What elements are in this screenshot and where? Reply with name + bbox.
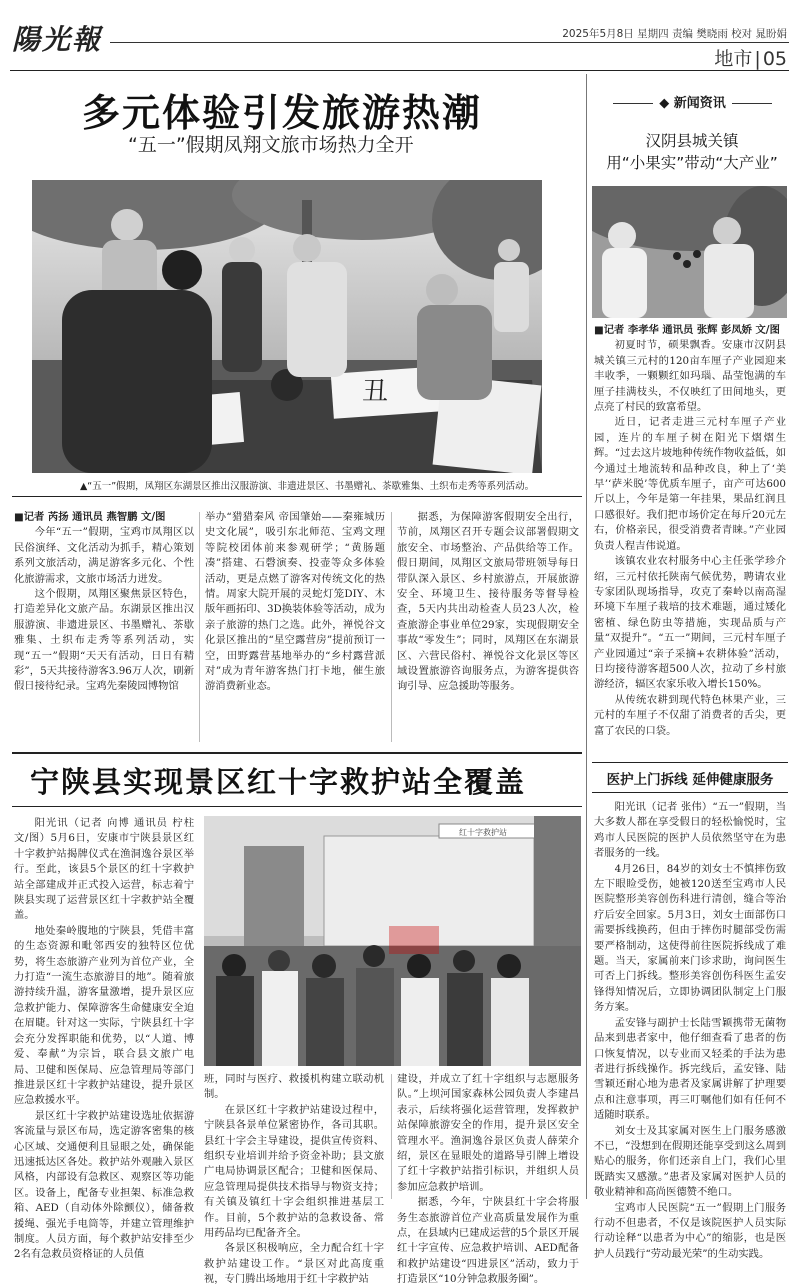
sidebar-med-para: 4月26日，84岁的刘女士不慎摔伤致左下眼睑受伤，她被120送至宝鸡市人民医院整形美容创伤科进行清创，缝合等治疗后安全回家。5月3日，刘女士面部伤口需要拆线换药，但由于摔伤时腿部受伤需要严格制动，这使得前往医院拆线成了难题。当天，家属前来门诊求助，询问医生可否上门拆线。整形美容创伤科医生孟安锋得知情况后，立即协调团队制定上门服务方案。 [594, 862, 786, 1014]
header-rule [110, 42, 789, 43]
sidebar-header-icon: ◆ [659, 96, 670, 111]
section-label: 地市 | 05 [714, 48, 787, 70]
second-col2-para: 在景区红十字救护站建设过程中，宁陕县各景单位紧密协作，各司其职。县红十字会主导建设，提供宣传资料、组织专业培训并给予资金补助；县文旅广电局协调景区配合；卫健和医保局、应急管理局提供技术指导与物资支持；有关镇及镇红十字会组织推进基层工作。目前，5个救护站的急救设备、常用药品均已配备齐全。 [204, 1103, 384, 1240]
second-headline: 宁陕县实现景区红十字救护站全覆盖 [30, 765, 527, 799]
sidebar-photo-illustration [592, 186, 787, 318]
section-divider [12, 752, 582, 754]
second-column-1 [14, 816, 194, 1263]
column-rule [391, 1074, 392, 1199]
sidebar-photo [592, 186, 787, 318]
lead-byline: ■记者 芮扬 通讯员 燕智鹏 文/图 [14, 511, 166, 523]
second-headline-rule [12, 806, 582, 807]
lead-column-3 [397, 510, 579, 695]
second-col1-para: 阳光讯（记者 向博 通讯员 柠柱 文/图）5月6日，安康市宁陕县景区红十字救护站揭牌仪式在渔洞逸谷景区举行。至此，该县5个景区的红十字救护站全部建成并正式投入运营，标志着宁陕县实现了运营景区红十字救护站全覆盖。 [14, 817, 194, 922]
sidebar-rule [586, 74, 587, 1199]
lead-column-1 [14, 510, 194, 695]
lead-photo-illustration [32, 180, 542, 473]
second-column-3 [397, 1072, 579, 1288]
second-col2-para: 班，同时与医疗、救援机构建立联动机制。 [204, 1073, 384, 1101]
masthead-logo: 陽光報 [12, 23, 103, 56]
sidebar-divider [592, 762, 788, 763]
second-column-2 [204, 1072, 384, 1288]
lead-headline: 多元体验引发旅游热潮 [82, 90, 483, 135]
sidebar-med-rule [592, 792, 788, 793]
sidebar-title-line1: 汉阴县城关镇 [645, 132, 739, 150]
station-sign: 红十字救护站 [459, 828, 507, 837]
lead-column-2 [205, 510, 385, 695]
second-photo [204, 816, 581, 1066]
sidebar-story [594, 323, 786, 739]
sidebar-med-para: 阳光讯（记者 张伟）“五一”假期，当大多数人都在享受假日的轻松愉悦时，宝鸡市人民医院的医护人员依然坚守在为患者服务的一线。 [594, 801, 786, 860]
lead-col2-para: 举办“猎猎秦风 帝国肇始——秦雍城历史文化展”，吸引东北师范、宝鸡文理等院校团体前来参观研学；“黄肠题凑”搭建、石磬演奏、投壶等众多体验活动，更是点燃了游客对传统文化的热情。周家大院开展的灵蛇灯笼DIY、木版年画拓印、3D换装体验等活动，成为亲子旅游的热门之选。此外，禅悦谷文化景区推出的“星空露营房”提前预订一空，田野露营基地举办的“乡村露营派对”成为青年游客热门打卡地，催生旅游消费新业态。 [205, 511, 385, 693]
sidebar-para: 近日，记者走进三元村车厘子产业园，连片的车厘子树在阳光下熠熠生辉。“过去这片坡地种传统作物收益低，如今通过土地流转和品种改良，种上了‘美早’‘萨米脱’等优质车厘子，亩产可达600斤以上，今年是第一年挂果，果品红润且口感很好。我们把市场价定在每斤20元左右，价格亲民，很受消费者青睐。”产业园负责人程吉伟说道。 [594, 416, 786, 552]
second-col2-para: 各景区积极响应，全力配合红十字救护站建设工作。“景区对此高度重视，专门腾出场地用于红十字救护站 [204, 1242, 384, 1286]
lead-col1-para: 今年“五一”假期，宝鸡市凤翔区以民俗演绎、文化活动为抓手，精心策划系列文旅活动，满足游客多元化、个性化旅游需求，文旅市场活力迸发。 [14, 526, 194, 585]
caption-rule [12, 496, 582, 497]
sidebar-med-para: 刘女士及其家属对医生上门服务感激不已，“没想到在假期还能享受到这么周到贴心的服务，你们还亲自上门，我们心里既踏实又感激。”患者及家属对医护人员的敬业精神和高尚医德赞不绝口。 [594, 1124, 786, 1199]
sidebar-header [600, 92, 785, 111]
column-rule [199, 512, 200, 742]
sidebar-para: 从传统农耕到现代特色林果产业，三元村的车厘子不仅甜了消费者的舌尖，更富了农民的口袋。 [594, 693, 786, 737]
sidebar-para: 初夏时节，硕果飘香。安康市汉阴县城关镇三元村的120亩车厘子产业园迎来丰收季，一颗颗红如玛瑙、晶莹饱满的车厘子挂满枝头，不仅映红了田间地头，更点亮了村民的致富希望。 [594, 339, 786, 414]
sidebar-title-line2: 用“小果实”带动“大产业” [606, 154, 778, 172]
sidebar-med-para: 宝鸡市人民医院“五一”假期上门服务行动不但患者，不仅是该院医护人员实际行动诠释“以患者为中心”的缩影，也是医护人员践行“劳动最光荣”的生动实践。 [594, 1201, 786, 1260]
second-col1-para: 地处秦岭腹地的宁陕县，凭借丰富的生态资源和毗邻西安的独特区位优势，将生态旅游产业列为首位产业，全力打造“一流生态旅游目的地”。随着旅游持续升温，游客量激增，提升景区应急救护能力、保障游客生命健康安全迫在眉睫。针对这一实际，宁陕县红十字会充分发挥职能和优势，以“人道、博爱、奉献”为宗旨，联合县文旅广电局、卫健和医保局、应急管理局等部门推进景区红十字救护站建设，提升景区应急救援水平。 [14, 924, 194, 1107]
second-col3-para: 据悉，今年，宁陕县红十字会将服务生态旅游首位产业高质量发展作为重点，在县域内已建成运营的5个景区开展红十字宣传、应急救护培训、AED配备和救护站建设“四进景区”活动，致力于打造景区“10分钟急救服务圈”。 [397, 1196, 579, 1286]
sidebar-med-story [594, 800, 786, 1262]
sidebar-title [592, 130, 792, 174]
svg-text:丑: 丑 [362, 377, 389, 407]
sidebar-med-para: 孟安锋与副护士长陆雪颖携带无菌物品来到患者家中，他仔细查看了患者的伤口恢复情况，以专业而又轻柔的手法为患者进行拆线操作。拆完线后，孟安锋、陆雪颖还耐心地为患者及家属讲解了护理要点和注意事项，再三叮嘱他们如有任何不适随时联系。 [594, 1016, 786, 1122]
section-name: 地市 [714, 48, 753, 70]
second-col3-para: 建设，并成立了红十字组织与志愿服务队。”上坝河国家森林公园负责人李建昌表示，后续将强化运营管理，发挥救护站保障旅游安全的作用，提升景区安全管理水平。渔洞逸谷景区负责人薛荣介绍，景区在显眼处的道路导引牌上增设了红十字救护站指引标识，并组织人员参加应急救护培训。 [397, 1073, 579, 1193]
column-rule [391, 512, 392, 742]
sidebar-byline: ■记者 李孝华 通讯员 张辉 彭凤娇 文/图 [594, 324, 780, 336]
sidebar-header-label: 新闻资讯 [673, 96, 726, 111]
sidebar-para: 该镇农业农村服务中心主任张学珍介绍，三元村依托陕南气候优势，聘请农业专家团队现场指导，攻克了秦岭以南高湿环境下车厘子栽培的技术难题，通过矮化密植、绿色防虫等措施，实现品质与产量“双提升”。“五一”期间，三元村车厘子产业园通过“亲子采摘+农耕体验”活动，日均接待游客超500人次，拉动了乡村旅游经济，辐区农家乐收入增长150%。 [594, 555, 786, 691]
second-photo-illustration [204, 816, 581, 1066]
lead-col3-para: 据悉，为保障游客假期安全出行，节前，凤翔区召开专题会议部署假期文旅安全、市场整治、产品供给等工作。假日期间，凤翔区文旅局带班领导每日带队深入景区、乡村旅游点，开展旅游安全、环境卫生、接待服务等督导检查，5天内共出动检查人员23人次，检查旅游企事业单位29家，实现假期安全事故“零发生”；同时，凤翔区在东湖景区、六营民俗村、禅悦谷文化景区等区域设置旅游咨询服务点，为游客提供咨询引导、应急援助等服务。 [397, 511, 579, 693]
lead-subheadline: “五一”假期凤翔文旅市场热力全开 [128, 134, 414, 156]
page-number: 05 [762, 48, 787, 70]
second-col1-para: 景区红十字救护站建设选址依据游客流量与景区布局，选定游客密集的核心区域、交通便利且显眼之处，确保能迅速抵达区各处。救护站外观融入景区风格，内部设有急救区、观察区等功能区。设备上，配备专业担架、标准急救箱、AED（自动体外除颤仪），储备救援绳、强光手电筒等，并建立管理维护制度。人员方面，每个救护站安排至少2名有急救员资格证的人员值 [14, 1109, 194, 1261]
lead-photo [32, 180, 542, 473]
lead-col1-para: 这个假期，凤翔区聚焦景区特色，打造差异化文旅产品。东湖景区推出汉服游演、非遗进景区、书墨赠礼、茶歇雅集、土织布走秀等系列活动，实现“五一”假期“天天有活动，日日有精彩”，5天共接待游客3.96万人次，刷新假日接待纪录。宝鸡先秦陵园博物馆 [14, 588, 194, 693]
header-bottom-rule [10, 70, 789, 71]
sidebar-med-title: 医护上门拆线 延伸健康服务 [606, 772, 774, 788]
dateline: 2025年5月8日 星期四 责编 樊晓雨 校对 晁盼娟 [562, 28, 787, 40]
lead-photo-caption: ▲“五一”假期，凤翔区东湖景区推出汉服游演、非遗进景区、书墨赠礼、茶歇雅集、土织布走秀等系列活动。 [80, 481, 535, 492]
